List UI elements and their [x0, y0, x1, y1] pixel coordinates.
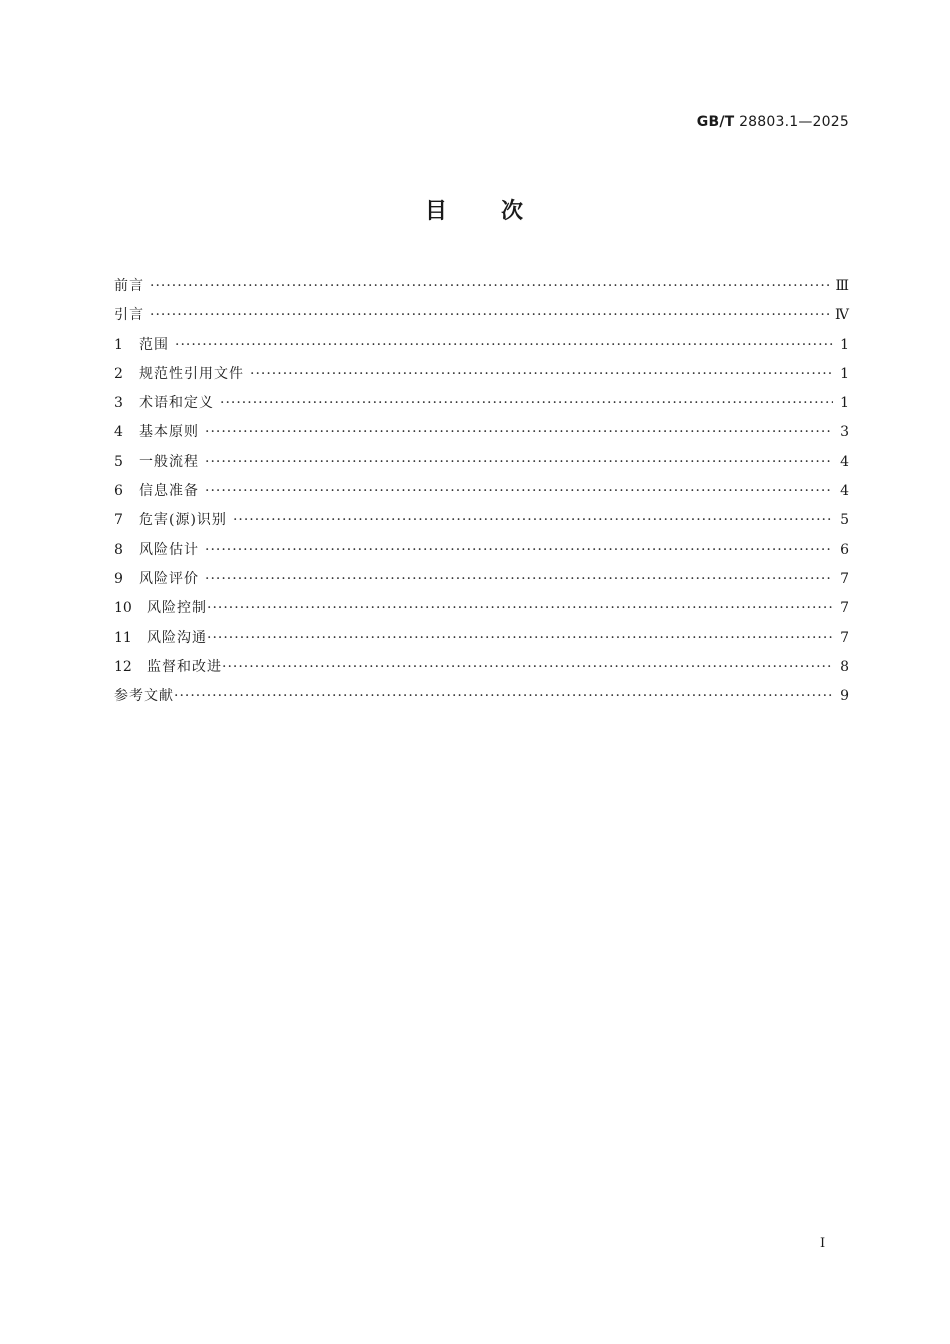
toc-entry-page: 5 — [840, 512, 849, 529]
toc-leader-dots — [222, 653, 833, 682]
toc-entry-page: 1 — [840, 395, 849, 412]
toc-entry-page: 8 — [840, 658, 849, 675]
toc-leader-dots — [150, 272, 829, 301]
toc-entry-label: 规范性引用文件 — [139, 365, 244, 382]
toc-entry-page: 1 — [840, 336, 849, 353]
toc-entry-number: 8 — [114, 541, 123, 558]
toc-entry-number: 6 — [114, 483, 123, 500]
toc-entry-6[interactable] — [114, 477, 849, 506]
toc-entry-label: 风险估计 — [139, 541, 199, 558]
toc-entry-8[interactable] — [114, 536, 849, 565]
title-char-2: 次 — [501, 199, 526, 224]
toc-entry-page: 7 — [840, 600, 849, 617]
toc-entry-4[interactable] — [114, 418, 849, 447]
toc-entry-9[interactable] — [114, 565, 849, 594]
toc-leader-dots — [207, 594, 833, 623]
toc-entry-12[interactable] — [114, 653, 849, 682]
toc-leader-dots — [205, 418, 833, 447]
toc-entry-label: 危害(源)识别 — [139, 512, 227, 529]
toc-leader-dots — [220, 389, 833, 418]
toc-entry-number: 12 — [114, 658, 132, 675]
standard-prefix: GB/T — [696, 114, 735, 130]
toc-entry-page: 3 — [840, 424, 849, 441]
toc-entry-page: 6 — [840, 541, 849, 558]
toc-entry-label: 范围 — [139, 336, 169, 353]
toc-entry-page: Ⅲ — [835, 278, 849, 294]
toc-entry-label: 风险沟通 — [147, 629, 207, 646]
toc-entry-number: 4 — [114, 424, 123, 441]
toc-entry-2[interactable] — [114, 360, 849, 389]
toc-entry-page: 1 — [840, 365, 849, 382]
toc-entry-label: 参考文献 — [114, 688, 174, 705]
toc-entry-number: 11 — [114, 629, 132, 646]
standard-code — [697, 114, 849, 130]
toc-entry-label: 前言 — [114, 278, 144, 294]
toc-entry-number: 2 — [114, 365, 123, 382]
toc-leader-dots — [150, 301, 829, 330]
toc-entry-11[interactable] — [114, 624, 849, 653]
toc-leader-dots — [205, 536, 833, 565]
toc-entry-7[interactable] — [114, 506, 849, 535]
toc-entry-number: 3 — [114, 395, 123, 412]
toc-entry-page: 7 — [840, 570, 849, 587]
standard-number: 28803.1—2025 — [739, 114, 849, 130]
table-of-contents — [114, 272, 849, 711]
toc-entry-3[interactable] — [114, 389, 849, 418]
toc-entry-1[interactable] — [114, 331, 849, 360]
toc-entry-label: 风险评价 — [139, 570, 199, 587]
toc-entry-label: 信息准备 — [139, 483, 199, 500]
toc-leader-dots — [207, 624, 833, 653]
toc-entry-introduction[interactable] — [114, 301, 849, 330]
toc-entry-page: 4 — [840, 453, 849, 470]
toc-entry-bibliography[interactable] — [114, 682, 849, 711]
toc-entry-foreword[interactable] — [114, 272, 849, 301]
toc-entry-page: Ⅳ — [835, 307, 849, 324]
toc-entry-label: 风险控制 — [147, 600, 207, 617]
toc-entry-label: 术语和定义 — [139, 395, 214, 412]
toc-leader-dots — [175, 331, 833, 360]
toc-entry-number: 7 — [114, 512, 123, 529]
toc-entry-label: 监督和改进 — [147, 658, 222, 675]
toc-entry-label: 引言 — [114, 307, 144, 324]
toc-entry-page: 7 — [840, 629, 849, 646]
toc-entry-5[interactable] — [114, 448, 849, 477]
toc-entry-page: 4 — [840, 483, 849, 500]
toc-entry-number: 10 — [114, 600, 132, 617]
toc-entry-number: 1 — [114, 336, 123, 353]
toc-leader-dots — [205, 565, 833, 594]
toc-leader-dots — [174, 682, 833, 711]
title-char-1: 目 — [424, 199, 449, 224]
toc-entry-10[interactable] — [114, 594, 849, 623]
toc-entry-number: 5 — [114, 453, 123, 470]
toc-leader-dots — [205, 448, 833, 477]
toc-leader-dots — [205, 477, 833, 506]
page-title — [0, 194, 950, 225]
toc-leader-dots — [250, 360, 833, 389]
toc-entry-label: 一般流程 — [139, 453, 199, 470]
toc-leader-dots — [233, 506, 833, 535]
toc-entry-number: 9 — [114, 570, 123, 587]
toc-entry-label: 基本原则 — [139, 424, 199, 441]
page-number: Ⅰ — [820, 1236, 826, 1251]
toc-entry-page: 9 — [840, 688, 849, 705]
